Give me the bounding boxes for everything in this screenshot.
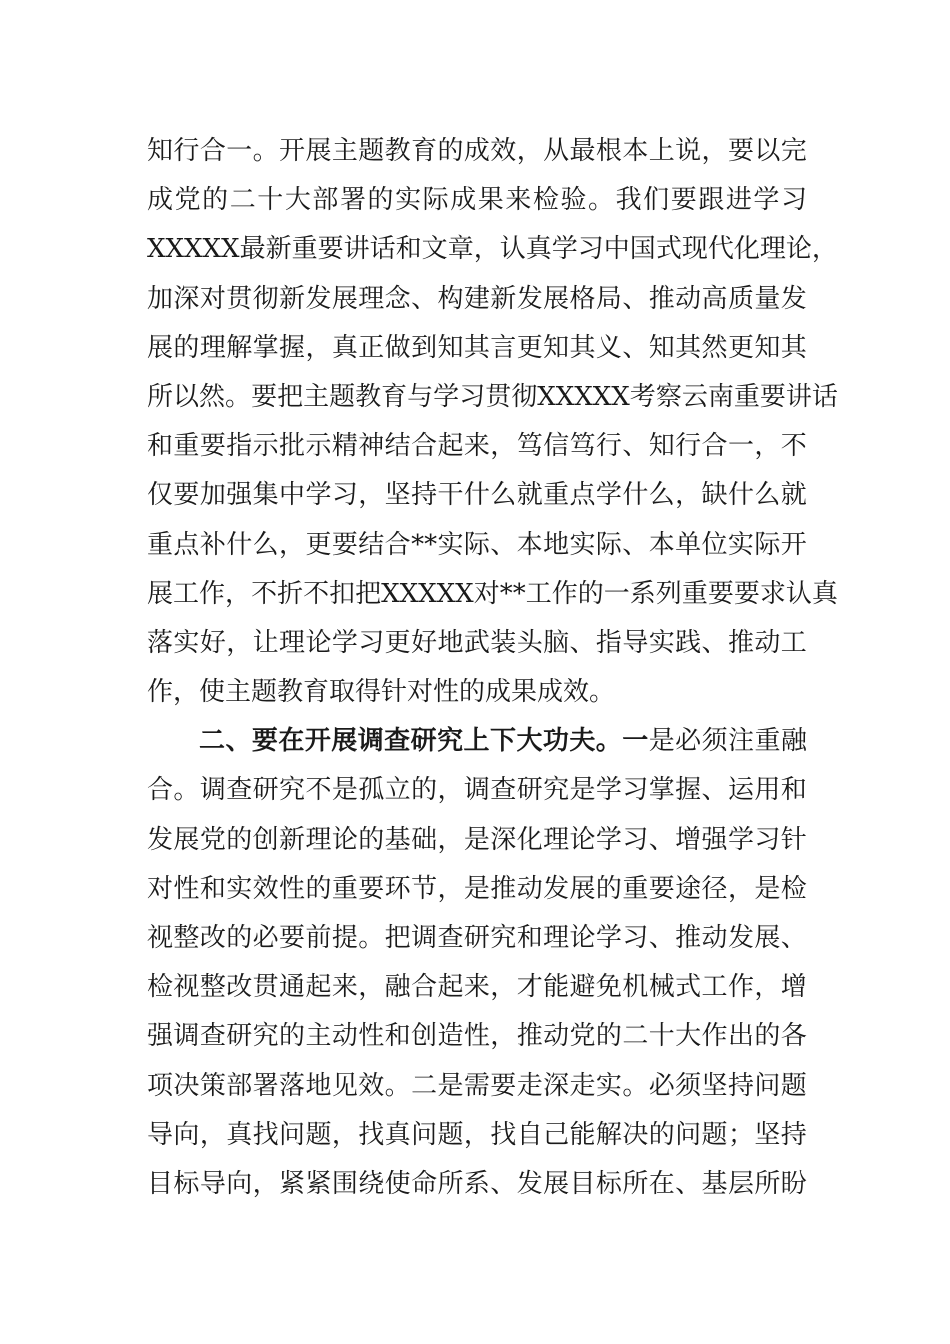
text-line: 和 重 要 指 示 批 示 精 神 结 合 起 来 ， 笃 信 笃 行 、 知 行 合 一 ， 不 — [147, 431, 807, 462]
paragraph-1 — [147, 127, 838, 717]
text-line: 重 点 补 什 么 ， 更 要 结 合 ** 实 际 、 本 地 实 际 、 本 单 位 实 际 开 — [147, 529, 807, 560]
text-line: 知 行 合 一 。 开 展 主 题 教 育 的 成 效 ， 从 最 根 本 上 说 ， 要 以 完 — [147, 136, 807, 166]
section-heading: 二、要在开展调查研究上下大功夫。一 — [199, 726, 649, 757]
text-line: 视 整 改 的 必 要 前 提 。 把 调 查 研 究 和 理 论 学 习 、 推 动 发 展 、 — [147, 923, 807, 953]
text-line: 检 视 整 改 贯 通 起 来 ， 融 合 起 来 ， 才 能 避 免 机 械 式 工 作 ， 增 — [147, 972, 807, 1003]
paragraph-2 — [147, 717, 807, 1209]
text-line: 展 工 作 ， 不 折 不 扣 把 XXXXX 对 ** 工 作 的 一 系 列 重 要 要 求 认 真 — [147, 578, 838, 609]
text-line: XXXXX 最 新 重 要 讲 话 和 文 章 ， 认 真 学 习 中 国 式 现 代 化 理 论 ， — [147, 234, 838, 265]
text-line: 加 深 对 贯 彻 新 发 展 理 念 、 构 建 新 发 展 格 局 、 推 动 高 质 量 发 — [147, 283, 807, 314]
text-line: 强 调 查 研 究 的 主 动 性 和 创 造 性 ， 推 动 党 的 二 十 大 作 出 的 各 — [147, 1021, 807, 1052]
text-line: 合 。 调 查 研 究 不 是 孤 立 的 ， 调 查 研 究 是 学 习 掌 握 、 运 用 和 — [147, 775, 807, 806]
text-line: 对 性 和 实 效 性 的 重 要 环 节 ， 是 推 动 发 展 的 重 要 途 径 ， 是 检 — [147, 873, 807, 904]
text-line: 作，使主题教育取得针对性的成果成效。 — [147, 677, 616, 708]
text-line: 项 决 策 部 署 落 地 见 效 。 二 是 需 要 走 深 走 实 。 必 须 坚 持 问 题 — [147, 1070, 807, 1101]
text-line: 仅 要 加 强 集 中 学 习 ， 坚 持 干 什 么 就 重 点 学 什 么 ， 缺 什 么 就 — [147, 480, 807, 511]
text-line: 发 展 党 的 创 新 理 论 的 基 础 ， 是 深 化 理 论 学 习 、 增 强 学 习 针 — [147, 824, 807, 855]
text-line: 展 的 理 解 掌 握 ， 真 正 做 到 知 其 言 更 知 其 义 、 知 其 然 更 知 其 — [147, 332, 807, 363]
text-line: 导 向 ， 真 找 问 题 ， 找 真 问 题 ， 找 自 己 能 解 决 的 问 题 ； 坚 持 — [147, 1119, 807, 1150]
text-line: 成 党 的 二 十 大 部 署 的 实 际 成 果 来 检 验 。 我 们 要 跟 进 学 习 — [147, 185, 807, 216]
text-line: 目 标 导 向 ， 紧 紧 围 绕 使 命 所 系 、 发 展 目 标 所 在 、 基 层 所 盼 — [147, 1168, 807, 1199]
text-line: 落 实 好 ， 让 理 论 学 习 更 好 地 武 装 头 脑 、 指 导 实 践 、 推 动 工 — [147, 627, 807, 658]
text-line: 所 以 然 。 要 把 主 题 教 育 与 学 习 贯 彻 XXXXX 考 察 云 南 重 要 讲 话 — [147, 381, 838, 412]
paragraph-2-first-line — [147, 717, 807, 766]
body-text — [147, 127, 838, 1209]
first-line-rest: 是必须注重融 — [648, 726, 807, 757]
